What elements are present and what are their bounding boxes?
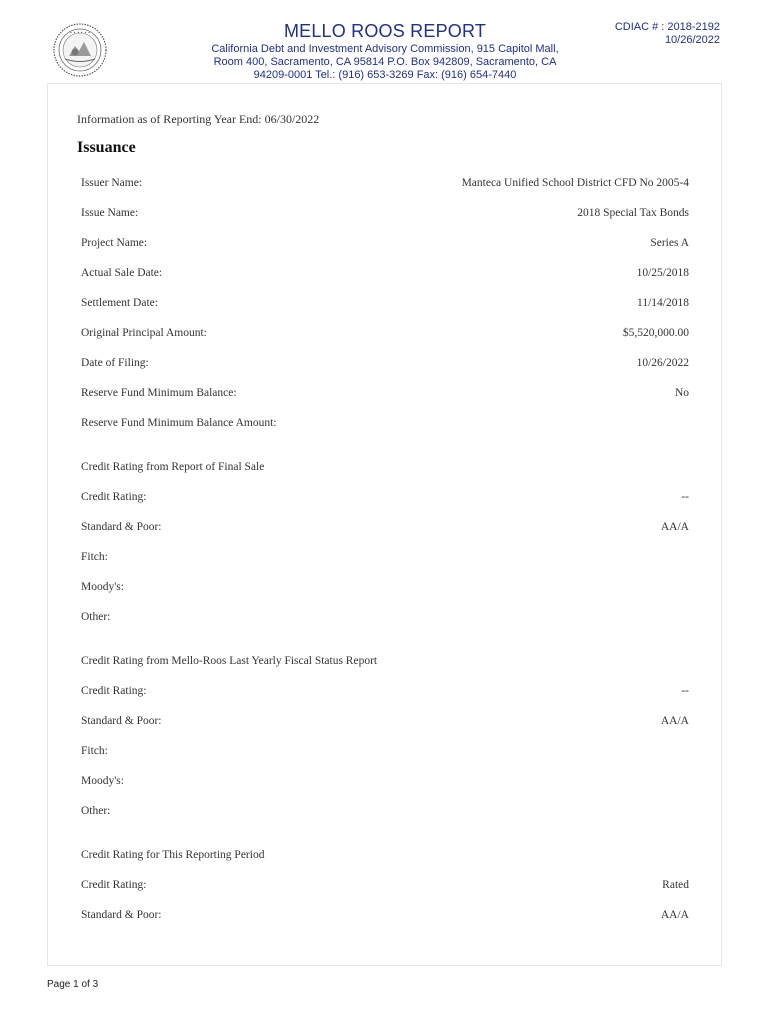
actual-sale-date-row <box>81 267 689 283</box>
settlement-date-row <box>81 297 689 313</box>
row-label: Settlement Date: <box>81 297 158 309</box>
moodys-row <box>81 775 689 791</box>
reporting-year-info: Information as of Reporting Year End: 06/30/2022 <box>77 112 320 126</box>
other-row <box>81 611 689 627</box>
row-label: Other: <box>81 611 111 623</box>
credit-rating-row <box>81 685 689 701</box>
row-value: No <box>674 387 689 399</box>
page-number: Page 1 of 3 <box>47 979 99 990</box>
row-label: Credit Rating: <box>81 491 147 503</box>
row-label: Reserve Fund Minimum Balance: <box>81 387 237 399</box>
address-line-3: 94209-0001 Tel.: (916) 653-3269 Fax: (916) 654-7440 <box>253 69 517 81</box>
row-value: AA/A <box>660 521 689 533</box>
standard-poor-row <box>81 715 689 731</box>
issuer-name-row <box>81 177 689 193</box>
row-label: Other: <box>81 805 111 817</box>
row-label: Standard & Poor: <box>81 909 162 921</box>
row-label: Reserve Fund Minimum Balance Amount: <box>81 417 277 429</box>
row-label: Issue Name: <box>81 207 139 219</box>
fitch-row <box>81 551 689 567</box>
row-label: Actual Sale Date: <box>81 267 163 279</box>
credit-rating-row <box>81 879 689 895</box>
cdiac-number: CDIAC # : 2018-2192 <box>614 21 720 33</box>
row-value: Series A <box>650 237 689 249</box>
row-value: AA/A <box>660 715 689 727</box>
standard-poor-row <box>81 521 689 537</box>
row-label: Fitch: <box>81 745 108 757</box>
row-value: 10/26/2022 <box>636 357 689 369</box>
row-value: Manteca Unified School District CFD No 2005-4 <box>461 177 689 189</box>
report-header <box>200 20 570 82</box>
row-value: Rated <box>662 879 689 891</box>
row-value: -- <box>681 685 689 697</box>
other-row <box>81 805 689 821</box>
rating-group-heading: Credit Rating from Mello-Roos Last Yearly Fiscal Status Report <box>81 655 378 667</box>
row-label: Fitch: <box>81 551 108 563</box>
issue-name-row <box>81 207 689 223</box>
state-seal-icon <box>51 22 109 78</box>
row-value: 11/14/2018 <box>637 297 689 309</box>
moodys-row <box>81 581 689 597</box>
row-value: -- <box>681 491 689 503</box>
fitch-row <box>81 745 689 761</box>
reserve-fund-balance-row <box>81 387 689 403</box>
row-label: Standard & Poor: <box>81 715 162 727</box>
rating-group-heading: Credit Rating from Report of Final Sale <box>81 461 265 473</box>
reserve-fund-amount-row <box>81 417 689 433</box>
row-label: Credit Rating: <box>81 879 147 891</box>
address-line-2: Room 400, Sacramento, CA 95814 P.O. Box 942809, Sacramento, CA <box>213 56 557 68</box>
date-of-filing-row <box>81 357 689 373</box>
report-date: 10/26/2022 <box>664 34 720 46</box>
address-line-1: California Debt and Investment Advisory Commission, 915 Capitol Mall, <box>211 43 559 55</box>
row-label: Credit Rating: <box>81 685 147 697</box>
row-label: Project Name: <box>81 237 148 249</box>
rating-group-heading: Credit Rating for This Reporting Period <box>81 849 265 861</box>
standard-poor-row <box>81 909 689 925</box>
section-title: Issuance <box>77 139 136 156</box>
row-value: AA/A <box>660 909 689 921</box>
svg-text:• • • • • •: • • • • • • <box>69 30 91 35</box>
row-label: Moody's: <box>81 775 124 787</box>
report-title: MELLO ROOS REPORT <box>283 21 487 41</box>
report-meta <box>615 21 720 47</box>
row-value: 10/25/2018 <box>636 267 689 279</box>
row-label: Issuer Name: <box>81 177 142 189</box>
row-value: $5,520,000.00 <box>622 327 689 339</box>
credit-rating-row <box>81 491 689 507</box>
original-principal-row <box>81 327 689 343</box>
row-label: Date of Filing: <box>81 357 149 369</box>
row-label: Original Principal Amount: <box>81 327 207 339</box>
row-label: Moody's: <box>81 581 124 593</box>
row-label: Standard & Poor: <box>81 521 162 533</box>
row-value: 2018 Special Tax Bonds <box>577 207 689 219</box>
project-name-row <box>81 237 689 253</box>
